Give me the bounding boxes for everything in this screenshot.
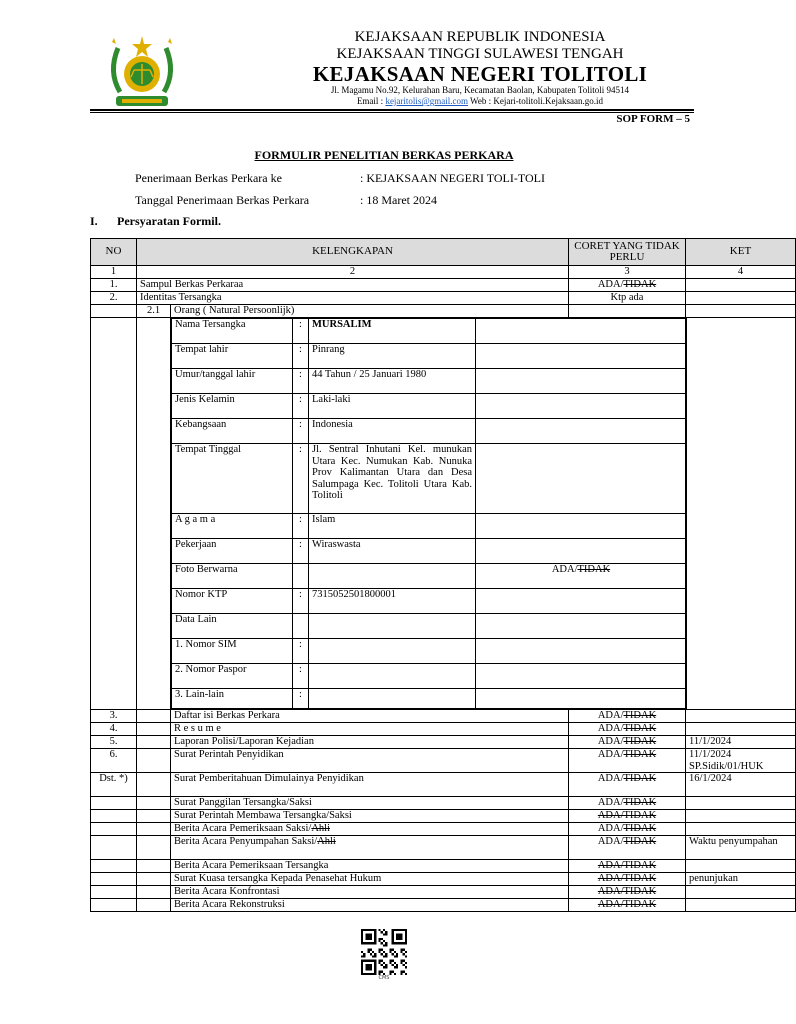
letterhead-address: Jl. Magamu No.92, Kelurahan Baru, Kecamatan Baolan, Kabupaten Tolitoli 94514 xyxy=(330,85,630,95)
identity-colon: : xyxy=(293,539,309,564)
status-tidak: TIDAK xyxy=(623,873,657,884)
row-label xyxy=(171,886,569,899)
row-label xyxy=(171,899,569,912)
letterhead-line-2: KEJAKSAAN TINGGI SULAWESI TENGAH xyxy=(336,46,624,62)
identity-label: Tempat lahir xyxy=(172,344,293,369)
table-row xyxy=(91,279,796,292)
row-status xyxy=(569,810,686,823)
identity-value: Indonesia xyxy=(309,419,476,444)
status-ada: ADA/ xyxy=(597,749,624,760)
identity-value xyxy=(309,664,476,689)
identity-row xyxy=(172,344,687,369)
table-row xyxy=(91,292,796,305)
identity-colon: : xyxy=(293,344,309,369)
sub-number xyxy=(137,823,171,836)
row-label xyxy=(171,736,569,749)
letterhead-contact xyxy=(190,97,770,106)
status-ada: ADA/ xyxy=(597,773,624,784)
row-label xyxy=(171,749,569,773)
identity-status xyxy=(476,689,687,709)
sub-number xyxy=(137,773,171,797)
row-number xyxy=(91,899,137,912)
identity-status xyxy=(476,319,687,344)
row-ket xyxy=(686,860,796,873)
identity-label: Umur/tanggal lahir xyxy=(172,369,293,394)
info-label-tanggal: Tanggal Penerimaan Berkas Perkara xyxy=(135,193,310,207)
row-ket xyxy=(686,797,796,810)
row-status: Ktp ada xyxy=(569,292,686,305)
sub-number xyxy=(137,736,171,749)
status-ada: ADA/ xyxy=(597,823,624,834)
status-ada: ADA/ xyxy=(597,279,624,290)
identity-label: Nomor KTP xyxy=(172,589,293,614)
berkas-table xyxy=(90,238,796,912)
form-code: SOP FORM – 5 xyxy=(616,113,690,125)
row-status xyxy=(569,886,686,899)
identity-value: Laki-laki xyxy=(309,394,476,419)
row-number xyxy=(91,886,137,899)
row-ket xyxy=(686,899,796,912)
sub-label: Orang ( Natural Persoonlijk) xyxy=(171,305,569,318)
identity-colon: : xyxy=(293,394,309,419)
row-label-text: Surat Perintah Membawa Tersangka/Saksi xyxy=(174,810,352,821)
header-ket: KET xyxy=(686,239,796,266)
row-ket: 11/1/2024 xyxy=(686,736,796,749)
kejaksaan-logo-icon xyxy=(100,30,184,110)
table-row xyxy=(91,873,796,886)
identity-colon: : xyxy=(293,689,309,709)
row-ket xyxy=(686,305,796,318)
sub-number xyxy=(137,797,171,810)
row-status xyxy=(569,836,686,860)
identity-row xyxy=(172,564,687,589)
row-status xyxy=(569,305,686,318)
table-row xyxy=(91,749,796,773)
row-label-text: Daftar isi Berkas Perkara xyxy=(174,710,280,721)
status-tidak: TIDAK xyxy=(623,723,657,734)
identity-status xyxy=(476,614,687,639)
status-tidak: TIDAK xyxy=(623,279,657,290)
header-kelengkapan: KELENGKAPAN xyxy=(137,239,569,266)
row-label-text: Berita Acara Konfrontasi xyxy=(174,886,280,897)
info-label-berkas: Penerimaan Berkas Perkara ke xyxy=(135,171,282,185)
row-label-strike: Ahli xyxy=(317,836,336,847)
row-label-text: Berita Acara Pemeriksaan Saksi/ xyxy=(174,823,312,834)
status-tidak: TIDAK xyxy=(623,710,657,721)
identity-section xyxy=(91,318,796,710)
row-status xyxy=(569,723,686,736)
row-number xyxy=(91,305,137,318)
email-link[interactable]: kejaritolis@gmail.com xyxy=(385,96,468,106)
identity-value: Jl. Sentral Inhutani Kel. munukan Utara Kec. Numukan Kab. Nunuka Prov Kalimantan Utara dan Desa Salumpaga Kec. Tolitoli Utara Kab. Tolitoli xyxy=(309,444,476,514)
row-number xyxy=(91,836,137,860)
row-label-text: Berita Acara Penyumpahan Saksi/ xyxy=(174,836,318,847)
identity-row xyxy=(172,514,687,539)
row-ket xyxy=(686,823,796,836)
row-label-text: Surat Kuasa tersangka Kepada Penasehat Hukum xyxy=(174,873,382,884)
sub-number xyxy=(137,836,171,860)
row-number xyxy=(91,318,137,710)
identity-colon: : xyxy=(293,664,309,689)
identity-value: MURSALIM xyxy=(309,319,476,344)
row-label xyxy=(171,710,569,723)
form-title: FORMULIR PENELITIAN BERKAS PERKARA xyxy=(254,148,514,162)
identity-value: Pinrang xyxy=(309,344,476,369)
table-row xyxy=(91,899,796,912)
identity-status xyxy=(476,564,687,589)
identity-row xyxy=(172,689,687,709)
sub-number xyxy=(137,810,171,823)
row-status xyxy=(569,823,686,836)
status-ada: ADA/ xyxy=(597,899,624,910)
identity-value: Wiraswasta xyxy=(309,539,476,564)
status-ada: ADA/ xyxy=(597,860,624,871)
identity-row xyxy=(172,419,687,444)
row-ket: 11/1/2024 SP.Sidik/01/HUK xyxy=(686,749,796,773)
status-tidak: TIDAK xyxy=(623,836,657,847)
row-label-text: Berita Acara Rekonstruksi xyxy=(174,899,285,910)
identity-row xyxy=(172,614,687,639)
row-ket: Waktu penyumpahan xyxy=(686,836,796,860)
status-tidak: TIDAK xyxy=(623,899,657,910)
sub-number xyxy=(137,749,171,773)
status-ada: ADA/ xyxy=(597,723,624,734)
sub-number: 2.1 xyxy=(137,305,171,318)
identity-colon: : xyxy=(293,589,309,614)
row-ket xyxy=(686,810,796,823)
number-cell: 2 xyxy=(137,266,569,279)
letterhead-rule-thick xyxy=(90,109,694,111)
identity-colon xyxy=(293,614,309,639)
row-number: 3. xyxy=(91,710,137,723)
row-ket xyxy=(686,886,796,899)
letterhead-line-1: KEJAKSAAN REPUBLIK INDONESIA xyxy=(354,29,606,45)
status-ada: ADA/ xyxy=(597,836,624,847)
row-label-strike: Ahli xyxy=(311,823,331,834)
identity-row xyxy=(172,319,687,344)
row-label xyxy=(171,873,569,886)
sub-number xyxy=(137,710,171,723)
identity-status xyxy=(476,514,687,539)
qr-code-icon xyxy=(361,929,407,975)
header-no: NO xyxy=(91,239,137,266)
row-number: 6. xyxy=(91,749,137,773)
row-status xyxy=(569,873,686,886)
number-cell: 3 xyxy=(569,266,686,279)
identity-colon: : xyxy=(293,419,309,444)
row-label-text: Berita Acara Pemeriksaan Tersangka xyxy=(174,860,329,871)
row-label xyxy=(171,823,569,836)
identity-status xyxy=(476,344,687,369)
identity-block xyxy=(171,318,686,710)
row-number: Dst. *) xyxy=(91,773,137,797)
status-ada: ADA/ xyxy=(597,797,624,808)
row-label xyxy=(171,810,569,823)
row-label-text: Surat Perintah Penyidikan xyxy=(174,749,284,760)
identity-label: Pekerjaan xyxy=(172,539,293,564)
status-ada: ADA/ xyxy=(597,873,624,884)
identity-colon: : xyxy=(293,319,309,344)
identity-row xyxy=(172,639,687,664)
identity-row xyxy=(172,369,687,394)
number-cell: 4 xyxy=(686,266,796,279)
identity-status xyxy=(476,589,687,614)
sub-number xyxy=(137,873,171,886)
identity-label: 3. Lain-lain xyxy=(172,689,293,709)
row-number xyxy=(91,810,137,823)
row-label xyxy=(171,797,569,810)
section-number: I. xyxy=(90,214,98,228)
email-label: Email : xyxy=(356,96,386,106)
identity-label: 2. Nomor Paspor xyxy=(172,664,293,689)
row-label: Identitas Tersangka xyxy=(137,292,569,305)
row-label xyxy=(171,773,569,797)
table-row xyxy=(91,723,796,736)
identity-label: Nama Tersangka xyxy=(172,319,293,344)
row-status xyxy=(569,736,686,749)
status-tidak: TIDAK xyxy=(623,736,657,747)
identity-status xyxy=(476,394,687,419)
table-row xyxy=(91,860,796,873)
row-number xyxy=(91,823,137,836)
qr-caption: CMS xyxy=(378,975,390,981)
row-ket xyxy=(686,279,796,292)
sub-number xyxy=(137,860,171,873)
identity-colon xyxy=(293,564,309,589)
row-ket xyxy=(686,723,796,736)
sub-number xyxy=(137,318,171,710)
row-status xyxy=(569,749,686,773)
identity-status xyxy=(476,444,687,514)
identity-colon: : xyxy=(293,514,309,539)
status-tidak: TIDAK xyxy=(623,860,657,871)
row-status xyxy=(569,860,686,873)
table-row xyxy=(91,836,796,860)
identity-status xyxy=(476,369,687,394)
row-label xyxy=(171,723,569,736)
status-tidak: TIDAK xyxy=(623,797,657,808)
row-number: 1. xyxy=(91,279,137,292)
identity-value xyxy=(309,564,476,589)
identity-value: 44 Tahun / 25 Januari 1980 xyxy=(309,369,476,394)
row-label-text: R e s u m e xyxy=(174,723,221,734)
identity-status xyxy=(476,539,687,564)
identity-status xyxy=(476,419,687,444)
row-ket xyxy=(686,292,796,305)
table-row xyxy=(91,886,796,899)
identity-colon: : xyxy=(293,369,309,394)
row-label xyxy=(171,836,569,860)
row-status xyxy=(569,899,686,912)
row-label xyxy=(171,860,569,873)
letterhead-title: KEJAKSAAN NEGERI TOLITOLI xyxy=(312,62,648,86)
identity-row xyxy=(172,539,687,564)
row-status xyxy=(569,773,686,797)
row-number: 2. xyxy=(91,292,137,305)
identity-status xyxy=(476,639,687,664)
info-value-berkas: : KEJAKSAAN NEGERI TOLI-TOLI xyxy=(360,171,545,185)
table-row xyxy=(91,305,796,318)
table-row xyxy=(91,810,796,823)
row-label: Sampul Berkas Perkaraa xyxy=(137,279,569,292)
status-ada: ADA/ xyxy=(597,886,624,897)
section-title: Persyaratan Formil. xyxy=(117,214,221,228)
number-cell: 1 xyxy=(91,266,137,279)
letterhead-rule-thin xyxy=(90,112,694,113)
row-number: 4. xyxy=(91,723,137,736)
identity-label: Data Lain xyxy=(172,614,293,639)
status-tidak: TIDAK xyxy=(623,886,657,897)
table-row xyxy=(91,736,796,749)
row-ket: penunjukan xyxy=(686,873,796,886)
info-value-tanggal: : 18 Maret 2024 xyxy=(360,193,437,207)
sub-number xyxy=(137,886,171,899)
identity-label: Jenis Kelamin xyxy=(172,394,293,419)
row-label-text: Laporan Polisi/Laporan Kejadian xyxy=(174,736,314,747)
sub-number xyxy=(137,723,171,736)
status-ada: ADA/ xyxy=(551,564,578,575)
identity-row xyxy=(172,664,687,689)
table-row xyxy=(91,823,796,836)
row-ket xyxy=(686,318,796,710)
identity-row xyxy=(172,444,687,514)
sub-number xyxy=(137,899,171,912)
status-tidak: TIDAK xyxy=(577,564,611,575)
row-number xyxy=(91,873,137,886)
status-ada: ADA/ xyxy=(597,736,624,747)
identity-label: Kebangsaan xyxy=(172,419,293,444)
status-tidak: TIDAK xyxy=(623,810,657,821)
row-label-text: Surat Panggilan Tersangka/Saksi xyxy=(174,797,312,808)
identity-label: 1. Nomor SIM xyxy=(172,639,293,664)
identity-value xyxy=(309,689,476,709)
row-status xyxy=(569,710,686,723)
web-text: Web : Kejari-tolitoli.Kejaksaan.go.id xyxy=(467,96,604,106)
status-ada: ADA/ xyxy=(597,710,624,721)
row-number: 5. xyxy=(91,736,137,749)
row-label-text: Surat Pemberitahuan Dimulainya Penyidikan xyxy=(174,773,364,784)
identity-colon: : xyxy=(293,639,309,664)
row-ket xyxy=(686,710,796,723)
identity-label: Foto Berwarna xyxy=(172,564,293,589)
identity-value: Islam xyxy=(309,514,476,539)
table-row xyxy=(91,773,796,797)
row-status xyxy=(569,279,686,292)
header-coret: CORET YANG TIDAK PERLU xyxy=(569,239,686,266)
identity-row xyxy=(172,394,687,419)
identity-value: 7315052501800001 xyxy=(309,589,476,614)
identity-status xyxy=(476,664,687,689)
identity-row xyxy=(172,589,687,614)
identity-label: Tempat Tinggal xyxy=(172,444,293,514)
status-tidak: TIDAK xyxy=(623,823,657,834)
status-tidak: TIDAK xyxy=(623,773,657,784)
identity-label: A g a m a xyxy=(172,514,293,539)
status-ada: ADA/ xyxy=(597,810,624,821)
row-ket: 16/1/2024 xyxy=(686,773,796,797)
row-number xyxy=(91,797,137,810)
table-row xyxy=(91,797,796,810)
identity-colon: : xyxy=(293,444,309,514)
identity-table xyxy=(171,318,687,709)
table-row xyxy=(91,710,796,723)
status-tidak: TIDAK xyxy=(623,749,657,760)
row-status xyxy=(569,797,686,810)
identity-value xyxy=(309,639,476,664)
identity-value xyxy=(309,614,476,639)
row-number xyxy=(91,860,137,873)
